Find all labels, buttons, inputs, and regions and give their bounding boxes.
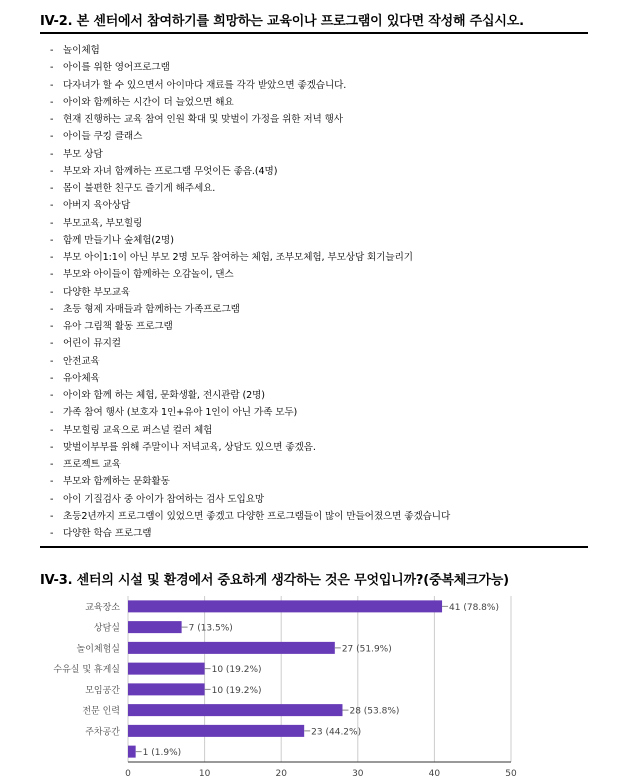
list-dash: -: [50, 96, 54, 108]
list-dash: -: [50, 252, 54, 263]
x-tick-label: 40: [428, 769, 441, 779]
list-item-text: 현재 진행하는 교육 참여 인원 확대 및 맞벌이 가정을 위한 저녁 행사: [63, 114, 343, 125]
list-dash: -: [50, 355, 54, 367]
list-dash: -: [50, 114, 54, 125]
list-item-text: 부모와 함께하는 문화활동: [63, 476, 170, 488]
category-label: 놀이체험실: [76, 644, 120, 655]
x-tick-label: 50: [505, 769, 517, 779]
list-item-text: 부모 상담: [63, 148, 103, 160]
list-dash: -: [50, 338, 54, 350]
list-dash: -: [50, 269, 54, 281]
x-tick-label: 0: [125, 769, 131, 779]
list-item-text: 유아 그림책 활동 프로그램: [63, 321, 173, 332]
list-item-text: 가족 참여 행사 (보호자 1인+유아 1인이 아닌 가족 모두): [63, 407, 298, 419]
category-label: 상담실: [93, 623, 120, 634]
list-dash: -: [50, 79, 54, 91]
list-item-text: 어린이 뮤지컬: [63, 338, 121, 350]
bar-data-label: 1 (1.9%): [142, 748, 182, 759]
list-dash: -: [50, 200, 54, 212]
list-item-text: 아이들 쿠킹 클래스: [63, 131, 143, 143]
list-dash: -: [50, 372, 54, 384]
list-dash: -: [50, 148, 54, 160]
bar-data-label: 7 (13.5%): [188, 623, 233, 634]
list-dash: -: [50, 62, 54, 74]
list-dash: -: [50, 424, 54, 436]
list-dash: -: [50, 321, 54, 332]
bar: [128, 600, 442, 612]
bar-data-label: 28 (53.8%): [349, 706, 400, 717]
bar: [128, 725, 304, 737]
list-item-text: 맞벌이부부를 위해 주말이나 저녁교육, 상담도 있으면 좋겠음.: [63, 441, 316, 453]
category-label: 모임공간: [85, 685, 120, 696]
list-item-text: 유아체육: [63, 372, 100, 384]
list-dash: -: [50, 165, 54, 177]
list-item-text: 부모힐링 교육으로 퍼스널 컬러 체험: [63, 424, 213, 436]
list-dash: -: [50, 286, 54, 298]
bar-data-label: 10 (19.2%): [211, 665, 262, 676]
list-item-text: 다양한 학습 프로그램: [63, 528, 152, 539]
bar: [128, 621, 182, 633]
list-item-text: 놀이체험: [63, 45, 100, 56]
bar-data-label: 41 (78.8%): [449, 602, 499, 613]
list-dash: -: [50, 528, 54, 539]
bar-data-label: 27 (51.9%): [341, 644, 392, 655]
list-item-text: 부모 아이1:1이 아닌 부모 2명 모두 참여하는 체험, 조부모체험, 부모상담 회기늘리기: [63, 252, 413, 263]
bar: [128, 663, 205, 675]
list-item-text: 아이와 함께하는 시간이 더 늘었으면 해요: [63, 96, 234, 108]
list-item-text: 아버지 육아상담: [63, 200, 131, 212]
list-dash: -: [50, 234, 54, 246]
category-label: 주차공간: [85, 727, 120, 738]
list-dash: -: [50, 390, 54, 401]
list-item-text: 다자녀가 할 수 있으면서 아이마다 재료를 각각 받았으면 좋겠습니다.: [63, 79, 347, 91]
bar-data-label: 23 (44.2%): [311, 727, 362, 738]
list-item-text: 안전교육: [63, 355, 100, 367]
bar: [128, 746, 136, 758]
list-dash: -: [50, 476, 54, 488]
q3-title: IV-3. 센터의 시설 및 환경에서 중요하게 생각하는 것은 무엇입니까?(중복체크가능): [40, 573, 509, 588]
category-label: 교육장소: [85, 602, 120, 613]
list-dash: -: [50, 45, 54, 56]
list-item-text: 초등 형제 자매들과 함께하는 가족프로그램: [63, 303, 240, 315]
bar-data-label: 10 (19.2%): [211, 685, 262, 696]
list-item-text: 아이 기질검사 중 아이가 참여하는 검사 도입요망: [63, 493, 265, 505]
list-item-text: 프로젝트 교육: [63, 459, 121, 470]
x-tick-label: 20: [275, 769, 287, 779]
list-item-text: 다양한 부모교육: [63, 286, 131, 298]
list-item-text: 부모교육, 부모힐링: [63, 217, 143, 229]
list-item-text: 부모와 아이들이 함께하는 오감놀이, 댄스: [63, 269, 234, 281]
list-item-text: 함께 만들기나 숲체험(2명): [63, 234, 174, 246]
list-item-text: 초등2년까지 프로그램이 있었으면 좋겠고 다양한 프로그램들이 많이 만들어졌으면 좋겠습니다: [63, 510, 451, 522]
x-tick-label: 30: [352, 769, 364, 779]
category-label: 전문 인력: [82, 706, 120, 717]
bar: [128, 704, 342, 716]
list-item-text: 몸이 불편한 친구도 즐기게 해주세요.: [63, 183, 216, 194]
list-dash: -: [50, 303, 54, 315]
bar: [128, 683, 205, 695]
bar: [128, 642, 335, 654]
list-dash: -: [50, 131, 54, 143]
x-tick-label: 10: [198, 769, 211, 779]
q2-title: IV-2. 본 센터에서 참여하기를 희망하는 교육이나 프로그램이 있다면 작성해 주십시오.: [40, 14, 524, 29]
list-dash: -: [50, 407, 54, 419]
list-item-text: 아이와 함께 하는 체험, 문화생활, 전시관람 (2명): [63, 390, 265, 401]
list-item-text: 부모와 자녀 함께하는 프로그램 무엇이든 좋음.(4명): [63, 165, 278, 177]
list-dash: -: [50, 493, 54, 505]
list-dash: -: [50, 183, 54, 194]
category-label: 수유실 및 휴게실: [53, 665, 120, 676]
list-item-text: 아이를 위한 영어프로그램: [63, 62, 170, 74]
list-dash: -: [50, 459, 54, 470]
list-dash: -: [50, 510, 54, 522]
list-dash: -: [50, 217, 54, 229]
list-dash: -: [50, 441, 54, 453]
